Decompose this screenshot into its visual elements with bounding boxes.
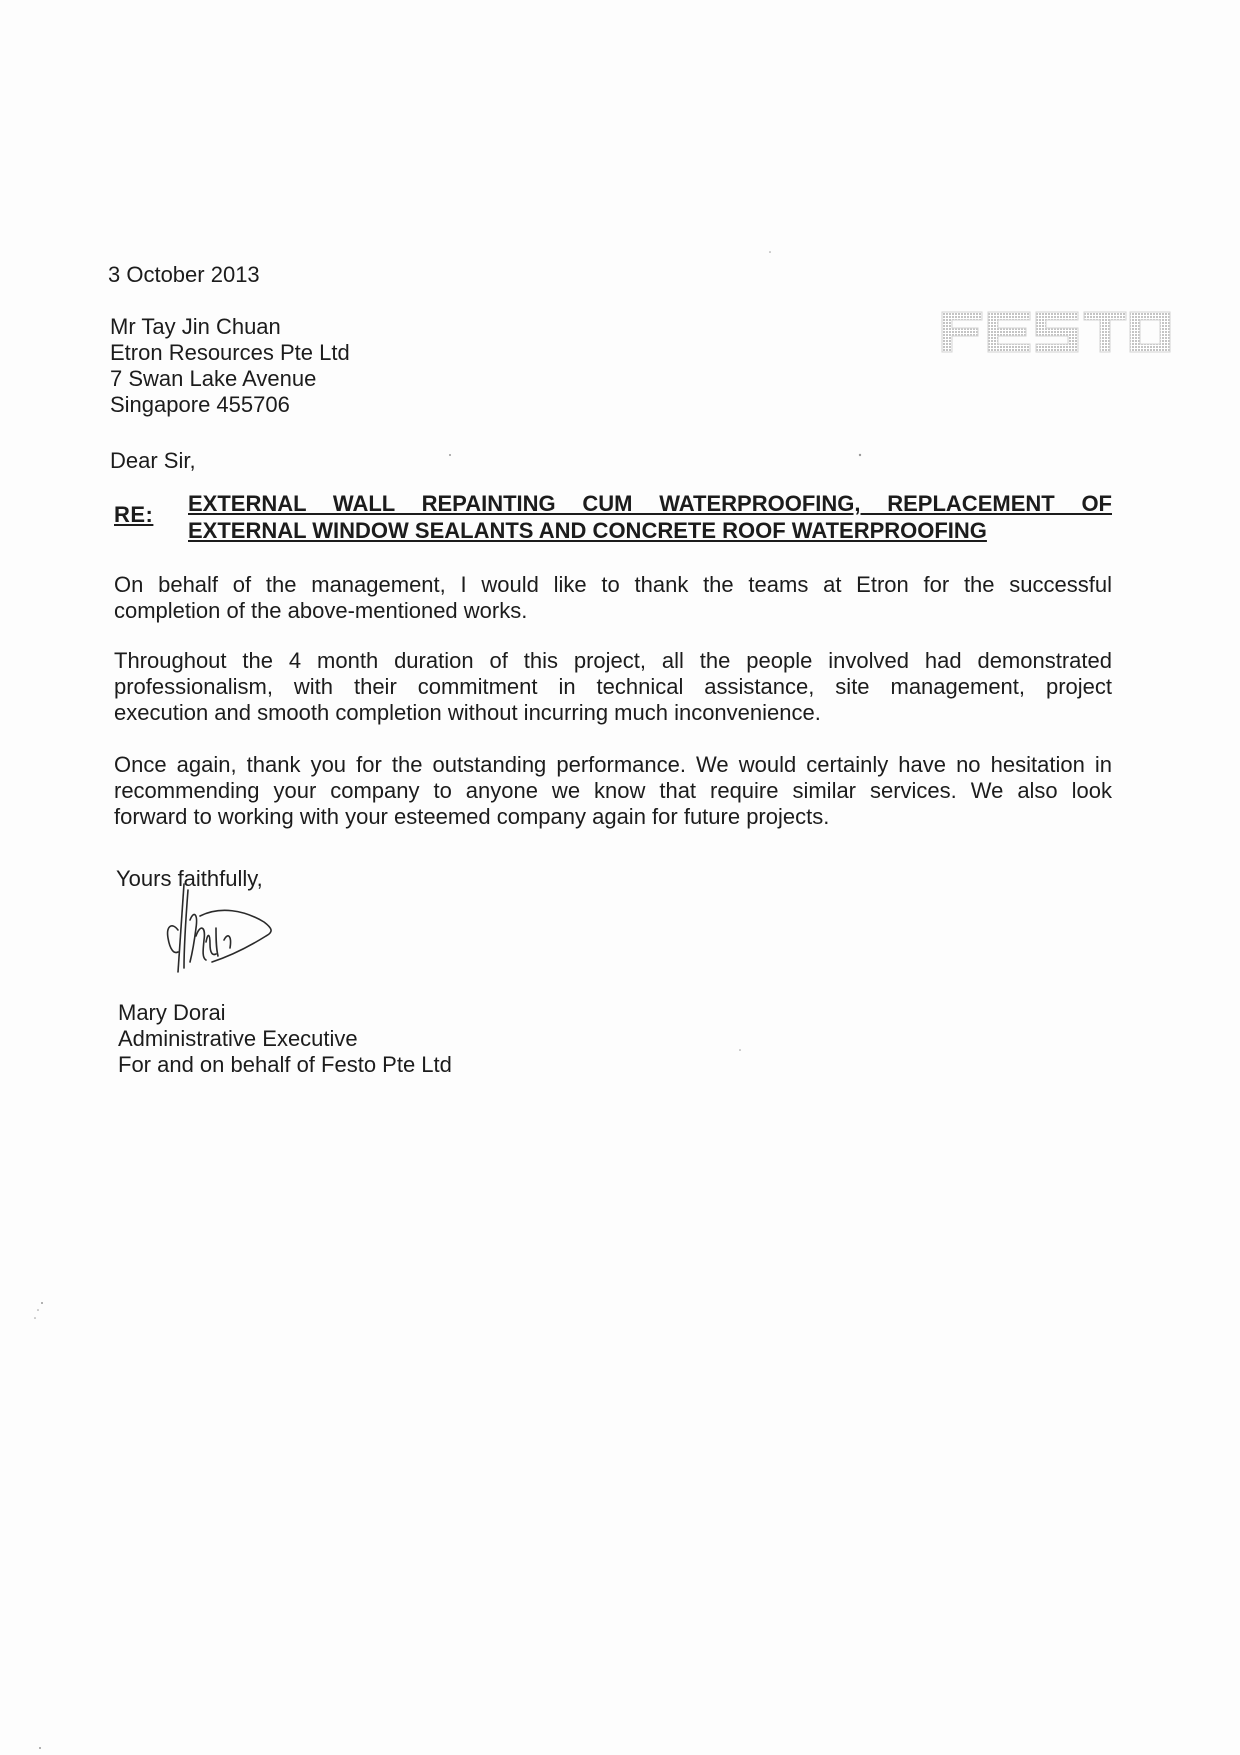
signatory-title: Administrative Executive — [118, 1026, 358, 1051]
paragraph-line: On behalf of the management, I would like to thank the teams at Etron for the successful — [114, 572, 1112, 597]
paragraph-line: completion of the above-mentioned works. — [114, 598, 528, 623]
signatory-company: For and on behalf of Festo Pte Ltd — [118, 1052, 452, 1077]
subject-line-1: EXTERNAL WALL REPAINTING CUM WATERPROOFING, REPLACEMENT OF — [188, 491, 1112, 516]
salutation: Dear Sir, — [110, 448, 196, 473]
paragraph-line: Once again, thank you for the outstanding performance. We would certainly have no hesitation in — [114, 752, 1112, 777]
paragraph-line: forward to working with your esteemed company again for future projects. — [114, 804, 830, 829]
paragraph-line: professionalism, with their commitment in technical assistance, site management, project — [114, 674, 1112, 699]
signatory-name: Mary Dorai — [118, 1000, 226, 1025]
subject-line-2: EXTERNAL WINDOW SEALANTS AND CONCRETE ROOF WATERPROOFING — [188, 518, 987, 543]
recipient-company: Etron Resources Pte Ltd — [110, 340, 350, 365]
recipient-name: Mr Tay Jin Chuan — [110, 314, 281, 339]
paragraph-line: recommending your company to anyone we know that require similar services. We also look — [114, 778, 1112, 803]
subject-label: RE: — [114, 502, 154, 527]
paragraph-line: execution and smooth completion without incurring much inconvenience. — [114, 700, 821, 725]
recipient-street: 7 Swan Lake Avenue — [110, 366, 317, 391]
recipient-city: Singapore 455706 — [110, 392, 290, 417]
paragraph-line: Throughout the 4 month duration of this project, all the people involved had demonstrated — [114, 648, 1112, 673]
letter-date: 3 October 2013 — [108, 262, 260, 287]
closing: Yours faithfully, — [116, 866, 263, 891]
